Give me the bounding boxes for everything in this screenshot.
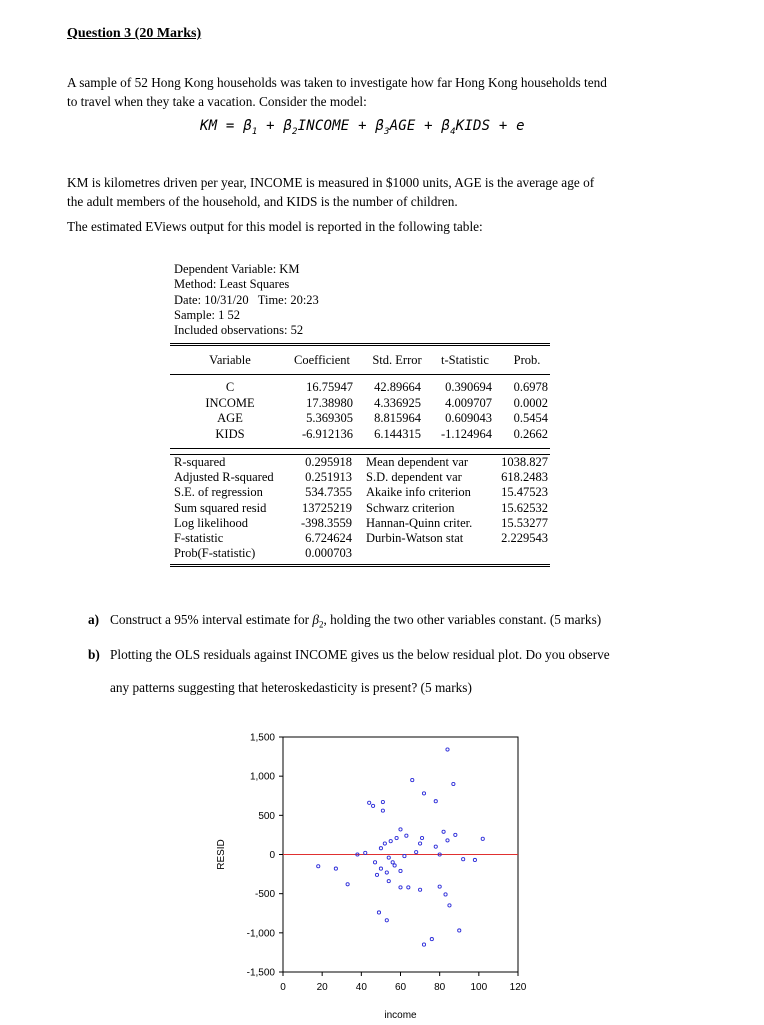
stat-cell-l: F-statistic: [174, 531, 224, 545]
stat-cell-l: Log likelihood: [174, 515, 248, 530]
stat-cell-l: Sum squared resid: [174, 500, 267, 515]
x-tick-label: 80: [434, 982, 446, 993]
stat-cell-lv: 0.251913: [305, 470, 352, 485]
col-prob: Prob.: [513, 353, 541, 367]
col-t-statistic: t-Statistic: [441, 353, 489, 367]
residual-point: [434, 845, 437, 848]
stat-cell-lv: 6.724624: [305, 531, 352, 545]
eq-beta3: β: [375, 118, 384, 134]
eq-var-kids: KIDS: [455, 118, 491, 134]
coef-cell-p: 0.0002: [513, 395, 548, 410]
eq-beta2-sub: 2: [292, 126, 298, 137]
eq-beta2: β: [283, 118, 293, 134]
residual-point: [334, 867, 337, 870]
x-tick-label: 0: [280, 982, 286, 993]
residual-point: [399, 869, 402, 872]
residual-point: [395, 836, 398, 839]
residual-point: [434, 800, 437, 803]
col-std-error: Std. Error: [372, 353, 422, 367]
residual-point: [462, 858, 465, 861]
residual-point: [368, 801, 371, 804]
stat-cell-lv: 0.000703: [305, 546, 352, 561]
residual-point: [379, 847, 382, 850]
coef-cell-se: 42.89664: [374, 380, 421, 394]
stat-cell-r: Hannan-Quinn criter.: [366, 515, 473, 530]
residual-point: [346, 883, 349, 886]
coef-cell-p: 0.5454: [513, 411, 548, 425]
residual-point: [458, 929, 461, 932]
coef-cell-t: 0.609043: [445, 411, 492, 425]
residual-point: [387, 880, 390, 883]
residual-point: [418, 842, 421, 845]
residual-point: [411, 778, 414, 781]
residual-point: [418, 888, 421, 891]
coef-cell-t: 0.390694: [445, 380, 492, 394]
def-line-1: KM is kilometres driven per year, INCOME is measured in $1000 units, AGE is the average age of: [67, 175, 595, 190]
coef-cell-se: 6.144315: [374, 426, 421, 441]
residual-point: [385, 919, 388, 922]
x-axis-ticks: [280, 972, 527, 993]
eq-var-income: INCOME: [297, 118, 350, 134]
method-line: Method: Least Squares: [174, 277, 290, 292]
col-variable: Variable: [209, 353, 251, 367]
y-tick-label: 0: [269, 850, 275, 861]
stat-cell-r: Akaike info criterion: [366, 485, 471, 500]
residual-point: [381, 809, 384, 812]
residual-point: [415, 851, 418, 854]
y-tick-label: 1,000: [249, 771, 275, 783]
stat-cell-lv: 0.295918: [305, 455, 352, 469]
x-tick-label: 20: [316, 982, 328, 993]
part-a-beta: β: [312, 612, 319, 627]
residual-point: [381, 800, 384, 803]
coef-cell-se: 4.336925: [374, 395, 421, 410]
part-b: [88, 647, 610, 663]
y-tick-label: 500: [258, 810, 275, 822]
residual-point: [452, 782, 455, 785]
residual-point: [422, 792, 425, 795]
residual-point: [389, 840, 392, 843]
stat-cell-r: Mean dependent var: [366, 455, 469, 469]
eq-beta4-sub: 4: [450, 126, 456, 137]
stat-cell-l: Adjusted R-squared: [174, 470, 274, 485]
residual-point: [422, 943, 425, 946]
coef-cell-se: 8.815964: [374, 411, 421, 425]
eq-var-age: AGE: [389, 118, 416, 134]
x-axis-label: income: [384, 1010, 417, 1021]
residual-point: [481, 837, 484, 840]
eq-beta1: β: [243, 118, 252, 134]
eq-plus-4: +: [498, 118, 508, 134]
y-tick-label: -1,500: [246, 967, 275, 979]
question-title: Question 3 (20 Marks): [67, 26, 202, 41]
stat-cell-r: Schwarz criterion: [366, 500, 455, 515]
residual-point: [373, 861, 376, 864]
residual-point: [420, 836, 423, 839]
part-b-label: b): [88, 647, 100, 662]
stat-cell-rv: 1038.827: [501, 455, 548, 469]
eq-plus-2: +: [358, 118, 367, 134]
coef-cell-var: INCOME: [205, 395, 255, 410]
stat-cell-lv: -398.3559: [300, 515, 352, 530]
stat-cell-r: Durbin-Watson stat: [366, 531, 464, 545]
eq-lhs: KM: [200, 118, 218, 134]
residual-point: [438, 885, 441, 888]
table-bottom-rule: [170, 564, 550, 567]
stat-cell-rv: 2.229543: [501, 531, 548, 545]
eq-beta1-sub: 1: [251, 126, 258, 137]
coef-cell-t: 4.009707: [445, 395, 492, 410]
residual-scatter-plot: [200, 725, 540, 1025]
eviews-intro: The estimated EViews output for this model is reported in the following table:: [67, 219, 483, 234]
stat-cell-l: R-squared: [174, 455, 226, 469]
stat-cell-lv: 534.7355: [305, 485, 352, 500]
residual-point: [454, 833, 457, 836]
residual-point: [446, 839, 449, 842]
stat-cell-rv: 15.53277: [501, 515, 548, 530]
residual-point: [317, 865, 320, 868]
coef-cell-var: KIDS: [215, 426, 245, 441]
residual-point: [383, 842, 386, 845]
residual-point: [385, 871, 388, 874]
residual-point: [448, 904, 451, 907]
header-bottom-rule: [170, 374, 550, 375]
residual-point: [387, 856, 390, 859]
stat-cell-rv: 618.2483: [501, 470, 548, 485]
residual-point: [377, 911, 380, 914]
y-tick-label: -500: [254, 889, 275, 901]
y-axis-label: RESID: [216, 839, 227, 870]
intro-line-1: A sample of 52 Hong Kong households was taken to investigate how far Hong Kong households tend: [67, 75, 607, 90]
model-equation: [200, 118, 525, 137]
residual-points: [317, 748, 485, 946]
coef-cell-var: AGE: [217, 411, 243, 425]
sample-line: Sample: 1 52: [174, 307, 240, 322]
coef-cell-coef: 17.38980: [306, 395, 353, 410]
table-top-rule: [170, 343, 550, 346]
x-tick-label: 60: [394, 982, 407, 993]
intro-line-2: to travel when they take a vacation. Consider the model:: [67, 94, 367, 109]
stat-cell-r: S.D. dependent var: [366, 470, 462, 485]
col-coefficient: Coefficient: [294, 353, 350, 367]
coef-bottom-rule: [170, 448, 550, 449]
coef-cell-coef: 16.75947: [306, 380, 353, 394]
residual-point: [391, 861, 394, 864]
obs-line: Included observations: 52: [174, 323, 304, 338]
part-a-beta-sub: 2: [318, 619, 324, 630]
residual-point: [407, 886, 410, 889]
stat-cell-rv: 15.62532: [501, 500, 548, 515]
coef-cell-coef: 5.369305: [306, 411, 353, 425]
definitions-paragraph: [67, 173, 697, 211]
residual-point: [473, 858, 476, 861]
eq-sign: =: [225, 118, 235, 134]
stat-cell-rv: 15.47523: [501, 485, 548, 500]
coef-cell-t: -1.124964: [440, 426, 492, 441]
stat-cell-l: Prob(F-statistic): [174, 546, 256, 561]
residual-point: [446, 748, 449, 751]
residual-point: [444, 893, 447, 896]
x-tick-label: 120: [509, 982, 527, 993]
residual-point: [430, 938, 433, 941]
residual-point: [371, 804, 374, 807]
part-a-text-after: , holding the two other variables constant. (5 marks): [323, 612, 602, 627]
eq-plus-1: +: [266, 118, 275, 134]
part-b-line-2: any patterns suggesting that heteroskedasticity is present? (5 marks): [110, 680, 472, 695]
y-axis-ticks: [247, 733, 283, 979]
residual-point: [375, 873, 378, 876]
def-line-2: the adult members of the household, and KIDS is the number of children.: [67, 194, 458, 209]
eviews-header: [174, 262, 319, 338]
eq-plus-3: +: [424, 118, 433, 134]
residual-point: [399, 828, 402, 831]
residual-point: [379, 867, 382, 870]
stat-cell-lv: 13725219: [302, 500, 352, 515]
intro-paragraph: [67, 73, 697, 111]
date-line: Date: 10/31/20 Time: 20:23: [174, 292, 319, 307]
part-a: [88, 612, 601, 630]
eq-beta3-sub: 3: [383, 126, 390, 137]
y-tick-label: -1,000: [246, 928, 275, 940]
coef-cell-var: C: [225, 380, 235, 394]
residual-point: [399, 886, 402, 889]
part-b-line-1: Plotting the OLS residuals against INCOME gives us the below residual plot. Do you observe: [110, 647, 610, 662]
eq-beta4: β: [441, 118, 451, 134]
x-tick-label: 40: [355, 982, 367, 993]
stat-cell-l: S.E. of regression: [174, 485, 263, 500]
dep-var-line: Dependent Variable: KM: [174, 262, 300, 276]
part-a-text-before: Construct a 95% interval estimate for: [110, 612, 313, 627]
coef-cell-p: 0.6978: [513, 380, 548, 394]
coef-cell-p: 0.2662: [513, 426, 548, 441]
part-a-label: a): [88, 612, 100, 627]
eq-error: e: [516, 118, 525, 134]
residual-point: [393, 864, 396, 867]
coef-cell-coef: -6.912136: [301, 426, 353, 441]
residual-point: [405, 834, 408, 837]
y-tick-label: 1,500: [249, 732, 275, 744]
residual-point: [442, 830, 445, 833]
x-tick-label: 100: [470, 982, 488, 993]
